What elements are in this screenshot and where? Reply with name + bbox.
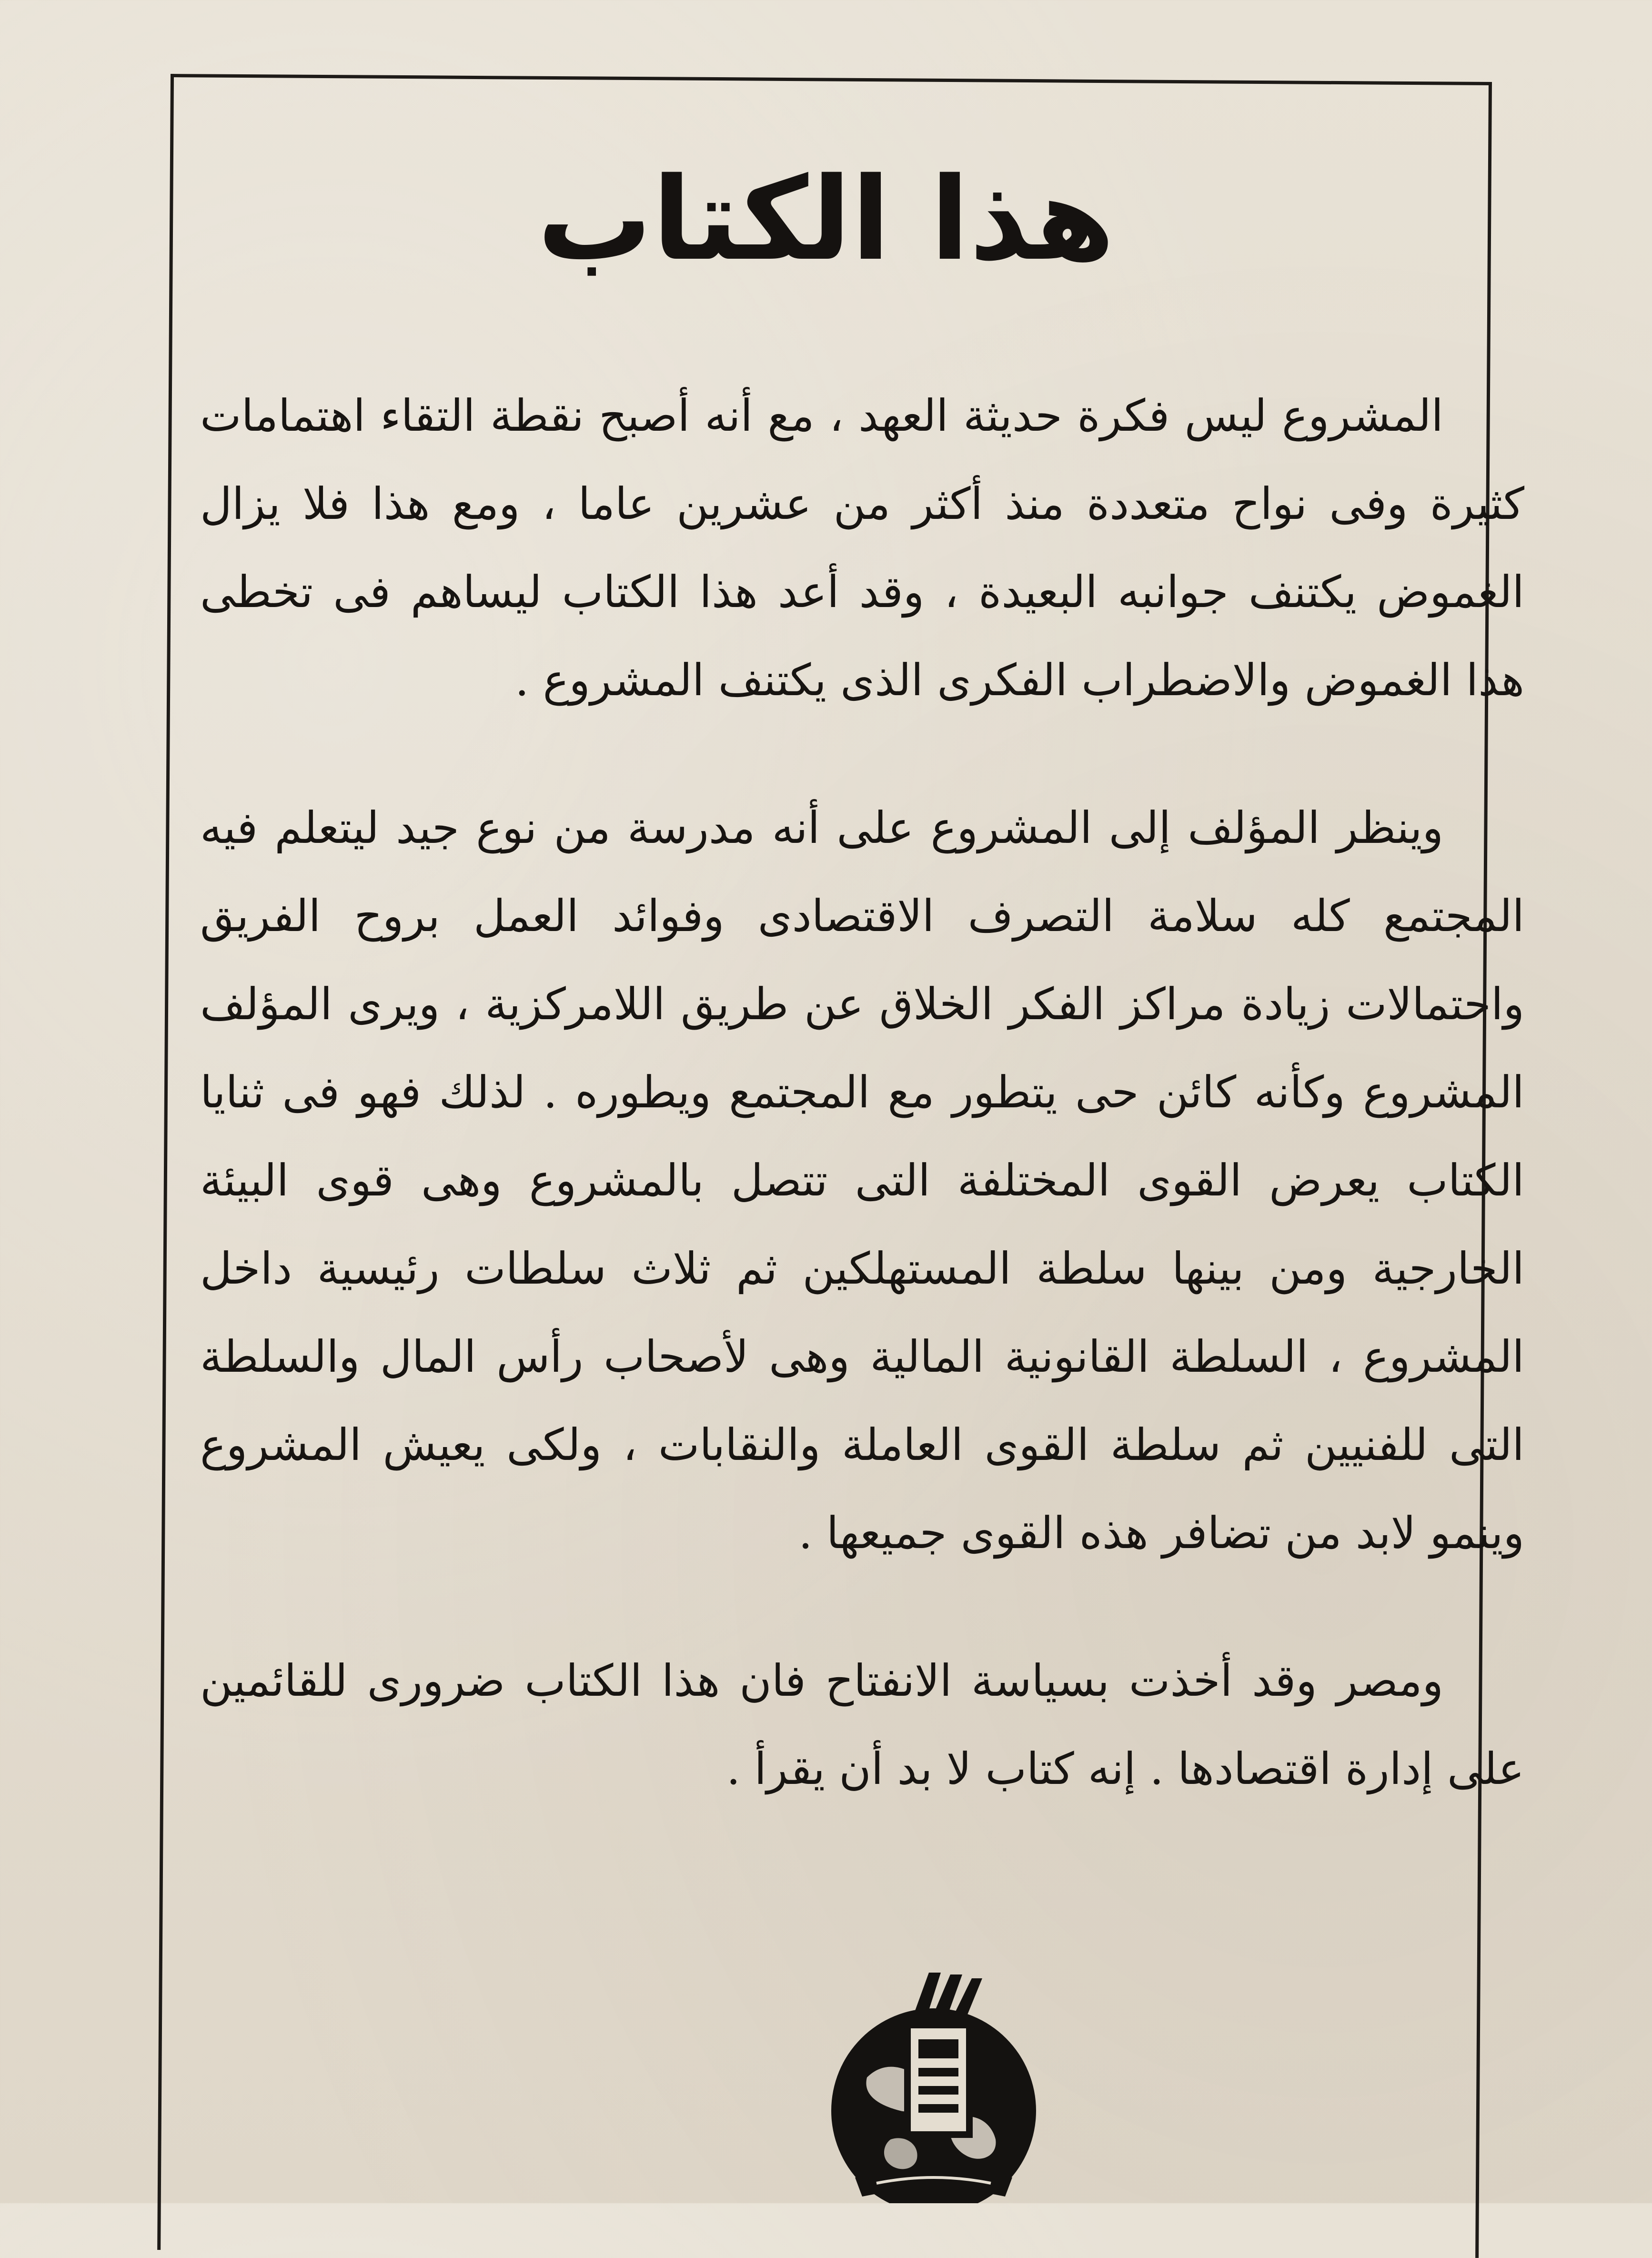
publisher-emblem-icon (810, 1968, 1058, 2203)
book-description (200, 372, 1524, 1813)
paragraph-author-view: وينظر المؤلف إلى المشروع على أنه مدرسة من نوع جيد ليتعلم فيه المجتمع كله سلامة التصرف الاقتصادى وفوائد العمل بروح الفريق واحتمالات زيادة مراكز الفكر الخلاق عن طريق اللامركزية ، ويرى المؤلف المشروع وكأنه كائن حى يتطور مع المجتمع ويطوره . لذلك فهو فى ثنايا الكتاب يعرض القوى المختلفة التى تتصل بالمشروع وهى قوى البيئة الخارجية ومن بينها سلطة المستهلكين ثم ثلاث سلطات رئيسية داخل المشروع ، السلطة القانونية المالية وهى لأصحاب رأس المال والسلطة التى للفنيين ثم سلطة القوى العاملة والنقابات ، ولكى يعيش المشروع وينمو لابد من تضافر هذه القوى جميعها . (200, 802, 1524, 1559)
paragraph-conclusion: ومصر وقد أخذت بسياسة الانفتاح فان هذا الكتاب ضرورى للقائمين على إدارة اقتصادها . إنه كتاب لا بد أن يقرأ . (200, 1655, 1524, 1794)
page-title: هذا الكتاب (537, 152, 1115, 286)
paragraph-intro: المشروع ليس فكرة حديثة العهد ، مع أنه أصبح نقطة التقاء اهتمامات كثيرة وفى نواح متعددة منذ أكثر من عشرين عاما ، ومع هذا فلا يزال الغموض يكتنف جوانبه البعيدة ، وقد أعد هذا الكتاب ليساهم فى تخطى هذا الغموض والاضطراب الفكرى الذى يكتنف المشروع . (200, 390, 1524, 706)
